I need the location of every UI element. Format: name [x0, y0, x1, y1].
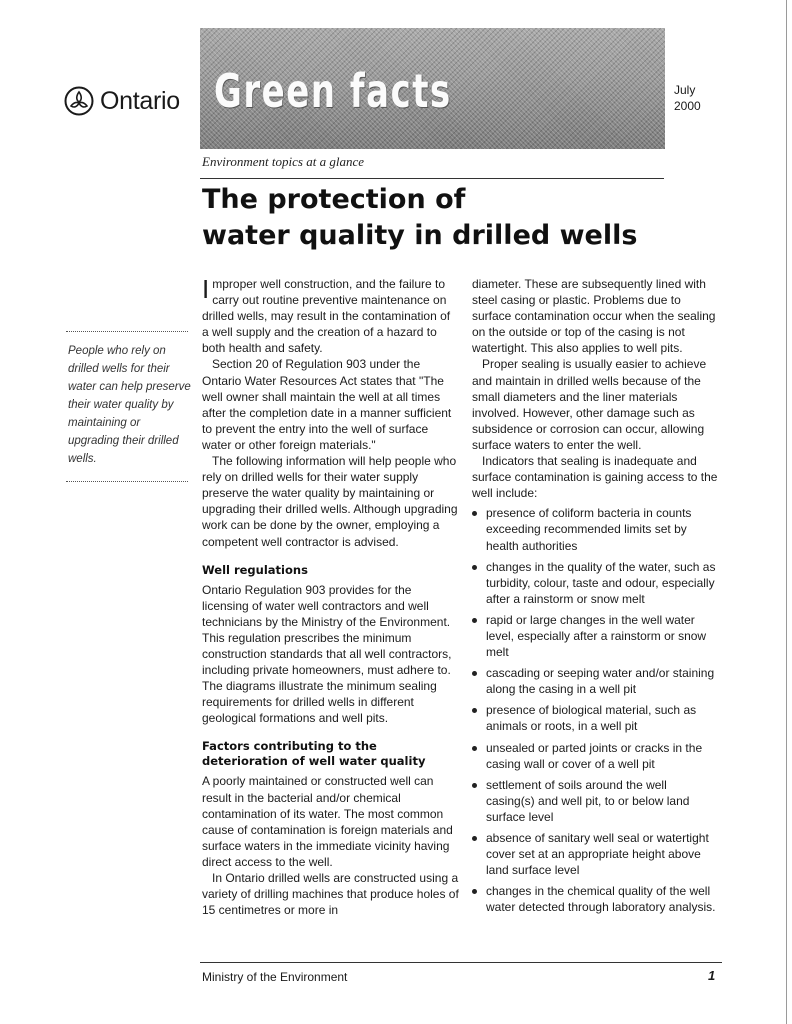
list-item: unsealed or parted joints or cracks in the casing wall or cover of a well pit: [472, 740, 718, 772]
body-column-right: [472, 276, 718, 920]
bullet-icon: [472, 836, 477, 841]
list-item: presence of coliform bacteria in counts exceeding recommended limits set by health authorities: [472, 505, 718, 553]
header-divider: [200, 178, 664, 179]
bullet-icon: [472, 889, 477, 894]
sidebar-rule-bottom: [66, 481, 188, 482]
bullet-icon: [472, 511, 477, 516]
page-title: [202, 182, 637, 254]
trillium-icon: [64, 86, 94, 116]
banner-title: Green facts: [214, 64, 452, 118]
bullet-icon: [472, 565, 477, 570]
page-number: 1: [708, 968, 716, 983]
paragraph: A poorly maintained or constructed well can result in the bacterial and/or chemical contamination of its water. The most common cause of contamination is foreign materials and surface waters in the immediate vicinity having direct access to the well.: [202, 774, 453, 869]
bullet-icon: [472, 783, 477, 788]
list-item: settlement of soils around the well casing(s) and well pit, to or below land surface level: [472, 777, 718, 825]
list-item: cascading or seeping water and/or staining along the casing in a well pit: [472, 665, 718, 697]
body-column-left: [202, 276, 460, 918]
publication-date: [674, 82, 701, 114]
intro-text: mproper well construction, and the failure to carry out routine preventive maintenance on drilled wells, may result in the contamination of a well supply and the creation of a hazard to both health and safety.: [202, 277, 451, 356]
paragraph: The following information will help people who rely on drilled wells for their water supply preserve the water quality by maintaining or upgrading their drilled wells. Although upgrading work can be done by the owner, employing a competent well contractor is advised.: [202, 454, 458, 549]
paragraph: Section 20 of Regulation 903 under the Ontario Water Resources Act states that "The well owner shall maintain the well at all times after the completion date in a manner sufficient to prevent the entry into the well of surface water or other foreign materials.": [202, 357, 452, 452]
bullet-icon: [472, 618, 477, 623]
paragraph: Ontario Regulation 903 provides for the licensing of water well contractors and well technicians by the Ministry of the Environment. This regulation prescribes the minimum construction standards that all well contractors, including private homeowners, must adhere to. The diagrams illustrate the minimum sealing requirements for drilled wells in different geological formations and well pits.: [202, 582, 452, 726]
section-heading: Well regulations: [202, 562, 308, 577]
indicator-list: [472, 505, 718, 915]
title-line-2: water quality in drilled wells: [202, 220, 638, 251]
footer-divider: [200, 962, 722, 963]
logo-text: Ontario: [100, 86, 180, 115]
list-item: changes in the chemical quality of the well water detected through laboratory analysis.: [472, 883, 718, 915]
bullet-icon: [472, 671, 477, 676]
paragraph: Proper sealing is usually easier to achieve and maintain in drilled wells because of the small diameters and the liner materials involved. However, other damage such as subsidence or corrosion can occur, allowing surface waters to enter the well.: [472, 357, 707, 452]
drop-cap: I: [202, 274, 210, 304]
green-facts-banner: [200, 28, 665, 149]
list-item: rapid or large changes in the well water level, especially after a rainstorm or snow melt: [472, 612, 718, 660]
tagline: Environment topics at a glance: [202, 154, 364, 169]
list-item: presence of biological material, such as animals or roots, in a well pit: [472, 702, 718, 734]
sidebar-pull-quote: People who rely on drilled wells for their water can help preserve their water quality by maintaining or upgrading their drilled wells.: [68, 345, 191, 465]
paragraph: diameter. These are subsequently lined with steel casing or plastic. Problems due to surface contamination occur when the sealing on the outside or top of the casing is not watertight. This also applies to well pits.: [472, 277, 716, 356]
paragraph: Indicators that sealing is inadequate and surface contamination is gaining access to the well include:: [472, 454, 718, 501]
ontario-logo: [64, 86, 180, 116]
intro-paragraph: [202, 276, 460, 356]
list-item: changes in the quality of the water, such as turbidity, colour, taste and odour, especially after a rainstorm or snow melt: [472, 559, 718, 607]
list-item: absence of sanitary well seal or watertight cover set at an appropriate height above land surface level: [472, 830, 718, 878]
paragraph: In Ontario drilled wells are constructed using a variety of drilling machines that produce holes of 15 centimetres or more in: [202, 871, 459, 918]
date-month: July: [674, 83, 696, 97]
footer-ministry: Ministry of the Environment: [202, 970, 348, 984]
bullet-icon: [472, 708, 477, 713]
bullet-icon: [472, 746, 477, 751]
section-heading: Factors contributing to the deterioration of well water quality: [202, 739, 426, 769]
page-edge-rule: [786, 0, 787, 1024]
sidebar-rule-top: [66, 331, 188, 332]
title-line-1: The protection of: [202, 184, 466, 215]
date-year: 2000: [674, 99, 701, 113]
